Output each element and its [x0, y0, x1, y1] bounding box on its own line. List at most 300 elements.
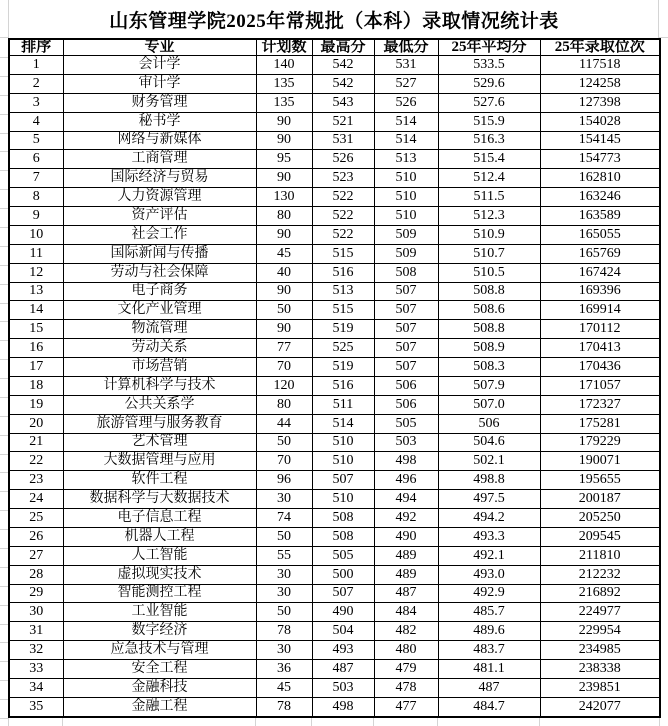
cell-rank: 18 [9, 376, 63, 395]
cell-rank: 21 [9, 433, 63, 452]
cell-max-score: 519 [312, 320, 374, 339]
table-row [9, 395, 660, 414]
table-row [9, 301, 660, 320]
cell-min-score: 509 [374, 225, 438, 244]
col-header-min-score: 最低分 [374, 39, 438, 56]
gridline [0, 170, 8, 171]
cell-rank: 13 [9, 282, 63, 301]
cell-max-score: 523 [312, 169, 374, 188]
gridline [0, 227, 8, 228]
gridline [62, 718, 63, 726]
cell-plan-count: 135 [256, 74, 312, 93]
cell-admit-rank-2025: 154028 [540, 112, 660, 131]
cell-min-score: 494 [374, 490, 438, 509]
cell-rank: 10 [9, 225, 63, 244]
cell-avg-score-2025: 508.9 [438, 339, 540, 358]
cell-plan-count: 50 [256, 301, 312, 320]
table-row [9, 641, 660, 660]
cell-min-score: 496 [374, 471, 438, 490]
cell-rank: 31 [9, 622, 63, 641]
cell-major: 计算机科学与技术 [63, 376, 256, 395]
table-row [9, 527, 660, 546]
cell-plan-count: 36 [256, 660, 312, 679]
cell-min-score: 507 [374, 358, 438, 377]
cell-rank: 15 [9, 320, 63, 339]
cell-plan-count: 90 [256, 169, 312, 188]
cell-plan-count: 70 [256, 452, 312, 471]
cell-avg-score-2025: 481.1 [438, 660, 540, 679]
cell-plan-count: 74 [256, 509, 312, 528]
cell-max-score: 514 [312, 414, 374, 433]
table-row [9, 660, 660, 679]
cell-min-score: 527 [374, 74, 438, 93]
cell-avg-score-2025: 516.3 [438, 131, 540, 150]
cell-major: 数字经济 [63, 622, 256, 641]
cell-avg-score-2025: 515.9 [438, 112, 540, 131]
cell-major: 物流管理 [63, 320, 256, 339]
cell-avg-score-2025: 508.6 [438, 301, 540, 320]
gridline [0, 340, 8, 341]
cell-max-score: 498 [312, 697, 374, 717]
gridline [0, 189, 8, 190]
cell-min-score: 489 [374, 565, 438, 584]
cell-major: 审计学 [63, 74, 256, 93]
cell-major: 网络与新媒体 [63, 131, 256, 150]
cell-major: 劳动与社会保障 [63, 263, 256, 282]
cell-min-score: 498 [374, 452, 438, 471]
cell-rank: 33 [9, 660, 63, 679]
cell-major: 虚拟现实技术 [63, 565, 256, 584]
cell-rank: 19 [9, 395, 63, 414]
table-row [9, 490, 660, 509]
cell-min-score: 505 [374, 414, 438, 433]
cell-plan-count: 50 [256, 603, 312, 622]
cell-major: 应急技术与管理 [63, 641, 256, 660]
cell-major: 大数据管理与应用 [63, 452, 256, 471]
cell-min-score: 514 [374, 131, 438, 150]
table-row [9, 358, 660, 377]
cell-max-score: 516 [312, 376, 374, 395]
cell-plan-count: 90 [256, 131, 312, 150]
gridline [0, 378, 8, 379]
cell-min-score: 480 [374, 641, 438, 660]
gridline [0, 284, 8, 285]
cell-plan-count: 135 [256, 93, 312, 112]
cell-max-score: 510 [312, 452, 374, 471]
table-row [9, 622, 660, 641]
cell-rank: 16 [9, 339, 63, 358]
cell-major: 人力资源管理 [63, 188, 256, 207]
cell-major: 智能测控工程 [63, 584, 256, 603]
cell-plan-count: 50 [256, 433, 312, 452]
cell-major: 国际经济与贸易 [63, 169, 256, 188]
cell-max-score: 505 [312, 546, 374, 565]
cell-min-score: 477 [374, 697, 438, 717]
cell-max-score: 531 [312, 131, 374, 150]
cell-rank: 14 [9, 301, 63, 320]
cell-avg-score-2025: 497.5 [438, 490, 540, 509]
cell-major: 社会工作 [63, 225, 256, 244]
cell-avg-score-2025: 515.4 [438, 150, 540, 169]
cell-avg-score-2025: 485.7 [438, 603, 540, 622]
cell-rank: 12 [9, 263, 63, 282]
cell-plan-count: 30 [256, 490, 312, 509]
table-row [9, 320, 660, 339]
cell-rank: 2 [9, 74, 63, 93]
table-row [9, 697, 660, 717]
cell-major: 会计学 [63, 56, 256, 75]
cell-rank: 5 [9, 131, 63, 150]
cell-plan-count: 50 [256, 527, 312, 546]
table-row [9, 74, 660, 93]
cell-avg-score-2025: 489.6 [438, 622, 540, 641]
cell-max-score: 522 [312, 207, 374, 226]
cell-max-score: 525 [312, 339, 374, 358]
cell-admit-rank-2025: 239851 [540, 678, 660, 697]
cell-min-score: 503 [374, 433, 438, 452]
table-row [9, 603, 660, 622]
cell-rank: 6 [9, 150, 63, 169]
cell-admit-rank-2025: 172327 [540, 395, 660, 414]
cell-admit-rank-2025: 171057 [540, 376, 660, 395]
gridline [0, 76, 8, 77]
cell-avg-score-2025: 510.5 [438, 263, 540, 282]
cell-avg-score-2025: 493.0 [438, 565, 540, 584]
cell-avg-score-2025: 502.1 [438, 452, 540, 471]
cell-plan-count: 70 [256, 358, 312, 377]
table-row [9, 56, 660, 75]
cell-avg-score-2025: 510.9 [438, 225, 540, 244]
cell-min-score: 484 [374, 603, 438, 622]
cell-admit-rank-2025: 170436 [540, 358, 660, 377]
cell-major: 旅游管理与服务教育 [63, 414, 256, 433]
cell-major: 文化产业管理 [63, 301, 256, 320]
cell-min-score: 487 [374, 584, 438, 603]
cell-rank: 17 [9, 358, 63, 377]
cell-min-score: 513 [374, 150, 438, 169]
table-row [9, 565, 660, 584]
cell-admit-rank-2025: 205250 [540, 509, 660, 528]
cell-plan-count: 90 [256, 320, 312, 339]
table-body [9, 56, 660, 718]
cell-admit-rank-2025: 170413 [540, 339, 660, 358]
col-header-avg-score-2025: 25年平均分 [438, 39, 540, 56]
cell-major: 工业智能 [63, 603, 256, 622]
cell-max-score: 513 [312, 282, 374, 301]
cell-avg-score-2025: 483.7 [438, 641, 540, 660]
cell-rank: 34 [9, 678, 63, 697]
cell-min-score: 509 [374, 244, 438, 263]
cell-avg-score-2025: 487 [438, 678, 540, 697]
cell-avg-score-2025: 508.3 [438, 358, 540, 377]
gridline [0, 548, 8, 549]
table-row [9, 471, 660, 490]
cell-min-score: 506 [374, 376, 438, 395]
cell-major: 人工智能 [63, 546, 256, 565]
cell-rank: 25 [9, 509, 63, 528]
table-row [9, 452, 660, 471]
cell-plan-count: 80 [256, 207, 312, 226]
gridline [0, 624, 8, 625]
admission-stats-table [8, 38, 661, 718]
cell-rank: 20 [9, 414, 63, 433]
cell-rank: 23 [9, 471, 63, 490]
cell-major: 工商管理 [63, 150, 256, 169]
cell-min-score: 479 [374, 660, 438, 679]
gridline [539, 718, 540, 726]
cell-min-score: 492 [374, 509, 438, 528]
cell-major: 劳动关系 [63, 339, 256, 358]
cell-major: 艺术管理 [63, 433, 256, 452]
cell-admit-rank-2025: 154773 [540, 150, 660, 169]
table-row [9, 414, 660, 433]
cell-rank: 9 [9, 207, 63, 226]
cell-max-score: 508 [312, 509, 374, 528]
cell-max-score: 515 [312, 244, 374, 263]
cell-plan-count: 80 [256, 395, 312, 414]
gridline [0, 529, 8, 530]
cell-admit-rank-2025: 162810 [540, 169, 660, 188]
table-row [9, 93, 660, 112]
gridline [0, 133, 8, 134]
cell-min-score: 507 [374, 301, 438, 320]
cell-rank: 35 [9, 697, 63, 717]
cell-avg-score-2025: 507.0 [438, 395, 540, 414]
cell-max-score: 487 [312, 660, 374, 679]
cell-major: 电子信息工程 [63, 509, 256, 528]
gridline [0, 246, 8, 247]
cell-avg-score-2025: 484.7 [438, 697, 540, 717]
cell-admit-rank-2025: 165769 [540, 244, 660, 263]
cell-plan-count: 44 [256, 414, 312, 433]
cell-min-score: 482 [374, 622, 438, 641]
cell-admit-rank-2025: 238338 [540, 660, 660, 679]
cell-avg-score-2025: 494.2 [438, 509, 540, 528]
gridline [0, 586, 8, 587]
cell-avg-score-2025: 508.8 [438, 282, 540, 301]
cell-min-score: 531 [374, 56, 438, 75]
cell-admit-rank-2025: 234985 [540, 641, 660, 660]
table-row [9, 225, 660, 244]
table-row [9, 584, 660, 603]
cell-avg-score-2025: 504.6 [438, 433, 540, 452]
cell-plan-count: 95 [256, 150, 312, 169]
cell-plan-count: 90 [256, 225, 312, 244]
gridline [0, 510, 8, 511]
cell-admit-rank-2025: 212232 [540, 565, 660, 584]
cell-plan-count: 96 [256, 471, 312, 490]
cell-admit-rank-2025: 117518 [540, 56, 660, 75]
cell-plan-count: 40 [256, 263, 312, 282]
cell-max-score: 522 [312, 225, 374, 244]
cell-max-score: 500 [312, 565, 374, 584]
cell-avg-score-2025: 510.7 [438, 244, 540, 263]
cell-major: 国际新闻与传播 [63, 244, 256, 263]
cell-min-score: 510 [374, 169, 438, 188]
gridline [0, 265, 8, 266]
gridline [0, 661, 8, 662]
gridline [0, 359, 8, 360]
table-row [9, 546, 660, 565]
cell-plan-count: 30 [256, 641, 312, 660]
cell-max-score: 493 [312, 641, 374, 660]
cell-admit-rank-2025: 209545 [540, 527, 660, 546]
cell-admit-rank-2025: 169914 [540, 301, 660, 320]
cell-major: 金融科技 [63, 678, 256, 697]
cell-max-score: 515 [312, 301, 374, 320]
cell-max-score: 526 [312, 150, 374, 169]
cell-admit-rank-2025: 170112 [540, 320, 660, 339]
cell-avg-score-2025: 512.3 [438, 207, 540, 226]
cell-admit-rank-2025: 242077 [540, 697, 660, 717]
gridline [0, 95, 8, 96]
cell-avg-score-2025: 498.8 [438, 471, 540, 490]
cell-rank: 27 [9, 546, 63, 565]
cell-rank: 3 [9, 93, 63, 112]
cell-avg-score-2025: 493.3 [438, 527, 540, 546]
table-row [9, 433, 660, 452]
cell-admit-rank-2025: 124258 [540, 74, 660, 93]
cell-admit-rank-2025: 169396 [540, 282, 660, 301]
cell-min-score: 506 [374, 395, 438, 414]
cell-admit-rank-2025: 163589 [540, 207, 660, 226]
cell-rank: 11 [9, 244, 63, 263]
cell-admit-rank-2025: 224977 [540, 603, 660, 622]
table-row [9, 169, 660, 188]
cell-min-score: 507 [374, 339, 438, 358]
cell-max-score: 510 [312, 490, 374, 509]
cell-admit-rank-2025: 179229 [540, 433, 660, 452]
gridline [0, 416, 8, 417]
cell-plan-count: 78 [256, 697, 312, 717]
table-row [9, 131, 660, 150]
cell-plan-count: 55 [256, 546, 312, 565]
cell-min-score: 490 [374, 527, 438, 546]
cell-rank: 28 [9, 565, 63, 584]
gridline [0, 718, 8, 719]
cell-min-score: 507 [374, 320, 438, 339]
cell-max-score: 511 [312, 395, 374, 414]
col-header-major: 专业 [63, 39, 256, 56]
col-header-max-score: 最高分 [312, 39, 374, 56]
cell-rank: 24 [9, 490, 63, 509]
gridline [8, 718, 9, 726]
table-row [9, 376, 660, 395]
table-row [9, 509, 660, 528]
cell-rank: 29 [9, 584, 63, 603]
cell-avg-score-2025: 527.6 [438, 93, 540, 112]
cell-max-score: 516 [312, 263, 374, 282]
cell-max-score: 542 [312, 74, 374, 93]
gridline [0, 114, 8, 115]
cell-avg-score-2025: 533.5 [438, 56, 540, 75]
col-header-admit-rank-2025: 25年录取位次 [540, 39, 660, 56]
cell-rank: 4 [9, 112, 63, 131]
table-row [9, 263, 660, 282]
table-row [9, 188, 660, 207]
cell-rank: 30 [9, 603, 63, 622]
gridline [0, 472, 8, 473]
cell-admit-rank-2025: 211810 [540, 546, 660, 565]
table-row [9, 282, 660, 301]
page-title: 山东管理学院2025年常规批（本科）录取情况统计表 [109, 11, 559, 32]
cell-major: 金融工程 [63, 697, 256, 717]
cell-min-score: 510 [374, 188, 438, 207]
gridline [0, 642, 8, 643]
cell-rank: 22 [9, 452, 63, 471]
cell-major: 资产评估 [63, 207, 256, 226]
gridline [311, 718, 312, 726]
cell-plan-count: 78 [256, 622, 312, 641]
cell-avg-score-2025: 511.5 [438, 188, 540, 207]
cell-major: 软件工程 [63, 471, 256, 490]
table-row [9, 150, 660, 169]
cell-avg-score-2025: 492.1 [438, 546, 540, 565]
cell-rank: 26 [9, 527, 63, 546]
cell-rank: 8 [9, 188, 63, 207]
cell-admit-rank-2025: 163246 [540, 188, 660, 207]
gridline [0, 397, 8, 398]
cell-admit-rank-2025: 127398 [540, 93, 660, 112]
gridline [0, 151, 8, 152]
cell-plan-count: 90 [256, 112, 312, 131]
gridline [0, 435, 8, 436]
cell-min-score: 510 [374, 207, 438, 226]
gridline [0, 208, 8, 209]
cell-admit-rank-2025: 154145 [540, 131, 660, 150]
cell-major: 安全工程 [63, 660, 256, 679]
table-row [9, 244, 660, 263]
cell-major: 电子商务 [63, 282, 256, 301]
gridline [255, 718, 256, 726]
cell-rank: 32 [9, 641, 63, 660]
cell-max-score: 543 [312, 93, 374, 112]
cell-major: 公共关系学 [63, 395, 256, 414]
gridline [659, 718, 660, 726]
cell-plan-count: 45 [256, 244, 312, 263]
cell-plan-count: 90 [256, 282, 312, 301]
cell-admit-rank-2025: 195655 [540, 471, 660, 490]
table-row [9, 207, 660, 226]
gridline [0, 454, 8, 455]
cell-admit-rank-2025: 167424 [540, 263, 660, 282]
gridline [373, 718, 374, 726]
cell-avg-score-2025: 529.6 [438, 74, 540, 93]
cell-major: 数据科学与大数据技术 [63, 490, 256, 509]
cell-avg-score-2025: 512.4 [438, 169, 540, 188]
cell-max-score: 508 [312, 527, 374, 546]
cell-min-score: 508 [374, 263, 438, 282]
cell-min-score: 514 [374, 112, 438, 131]
cell-admit-rank-2025: 200187 [540, 490, 660, 509]
cell-max-score: 522 [312, 188, 374, 207]
cell-max-score: 510 [312, 433, 374, 452]
cell-avg-score-2025: 508.8 [438, 320, 540, 339]
cell-major: 机器人工程 [63, 527, 256, 546]
cell-plan-count: 140 [256, 56, 312, 75]
cell-rank: 7 [9, 169, 63, 188]
cell-max-score: 507 [312, 471, 374, 490]
gridline [0, 605, 8, 606]
cell-avg-score-2025: 492.9 [438, 584, 540, 603]
cell-major: 市场营销 [63, 358, 256, 377]
cell-max-score: 507 [312, 584, 374, 603]
cell-admit-rank-2025: 165055 [540, 225, 660, 244]
cell-max-score: 521 [312, 112, 374, 131]
col-header-plan-count: 计划数 [256, 39, 312, 56]
cell-plan-count: 45 [256, 678, 312, 697]
cell-major: 秘书学 [63, 112, 256, 131]
